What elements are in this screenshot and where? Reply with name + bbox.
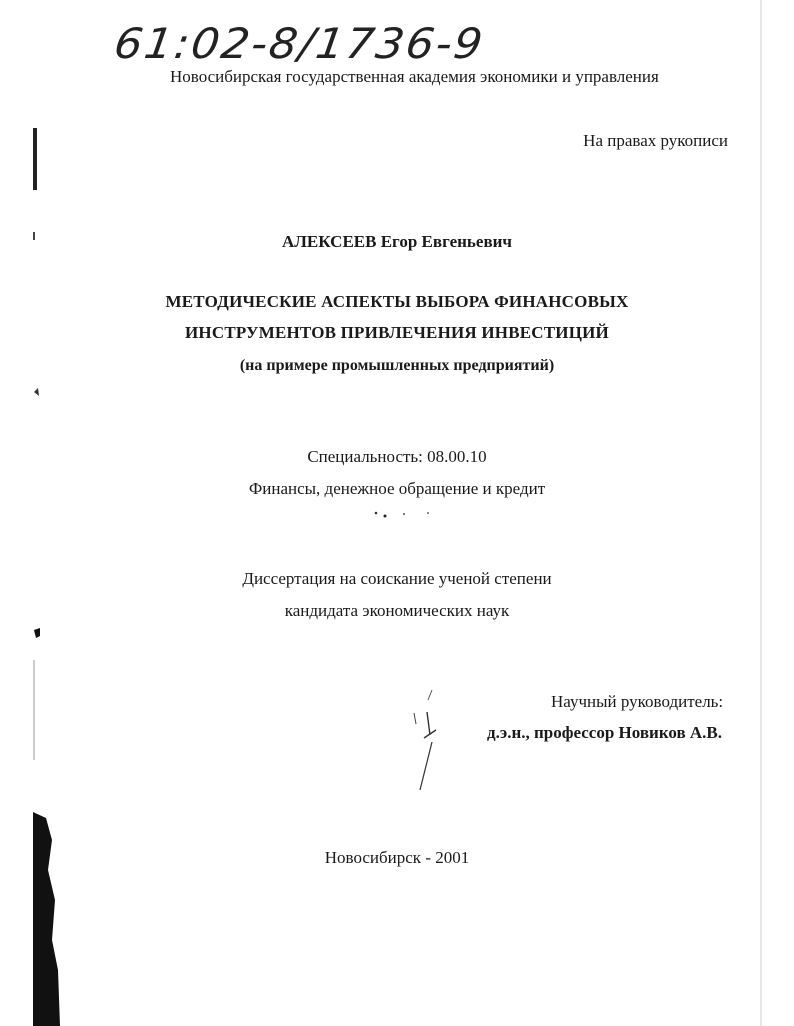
supervisor-name: д.э.н., профессор Новиков А.В. [487,723,723,742]
speck [375,512,378,515]
scan-edge-mark-blob [34,628,40,638]
speck [384,515,387,518]
inventory-number-handwritten: 61:02-8/1736-9 [111,20,488,69]
signature-stroke [424,712,436,738]
dissertation-title-line-2: ИНСТРУМЕНТОВ ПРИВЛЕЧЕНИЯ ИНВЕСТИЦИЙ [185,323,609,342]
speck [427,512,429,514]
supervisor-label: Научный руководитель: [551,692,724,711]
signature-stroke [428,690,432,700]
specialty-code: Специальность: 08.00.10 [307,447,487,466]
specialty-name: Финансы, денежное обращение и кредит [248,479,546,498]
scan-edge-mark-tick [34,388,39,396]
signature-stroke [420,742,432,790]
degree-line-2: кандидата экономических наук [284,601,510,620]
scan-edge-mark-small [33,232,35,240]
dissertation-title-line-1: МЕТОДИЧЕСКИЕ АСПЕКТЫ ВЫБОРА ФИНАНСОВЫХ [165,292,629,311]
manuscript-rights-note: На правах рукописи [583,131,728,150]
organization-name: Новосибирская государственная академия экономики и управления [170,67,659,86]
signature-stroke [414,713,416,724]
speck [403,513,405,515]
scan-shadow-bottom-left [33,812,60,1026]
degree-line-1: Диссертация на соискание ученой степени [242,569,552,588]
author-name: АЛЕКСЕЕВ Егор Евгеньевич [281,232,513,251]
dissertation-subtitle: (на примере промышленных предприятий) [239,357,555,374]
city-year: Новосибирск - 2001 [324,848,470,867]
scan-edge-mark-top [33,128,37,190]
